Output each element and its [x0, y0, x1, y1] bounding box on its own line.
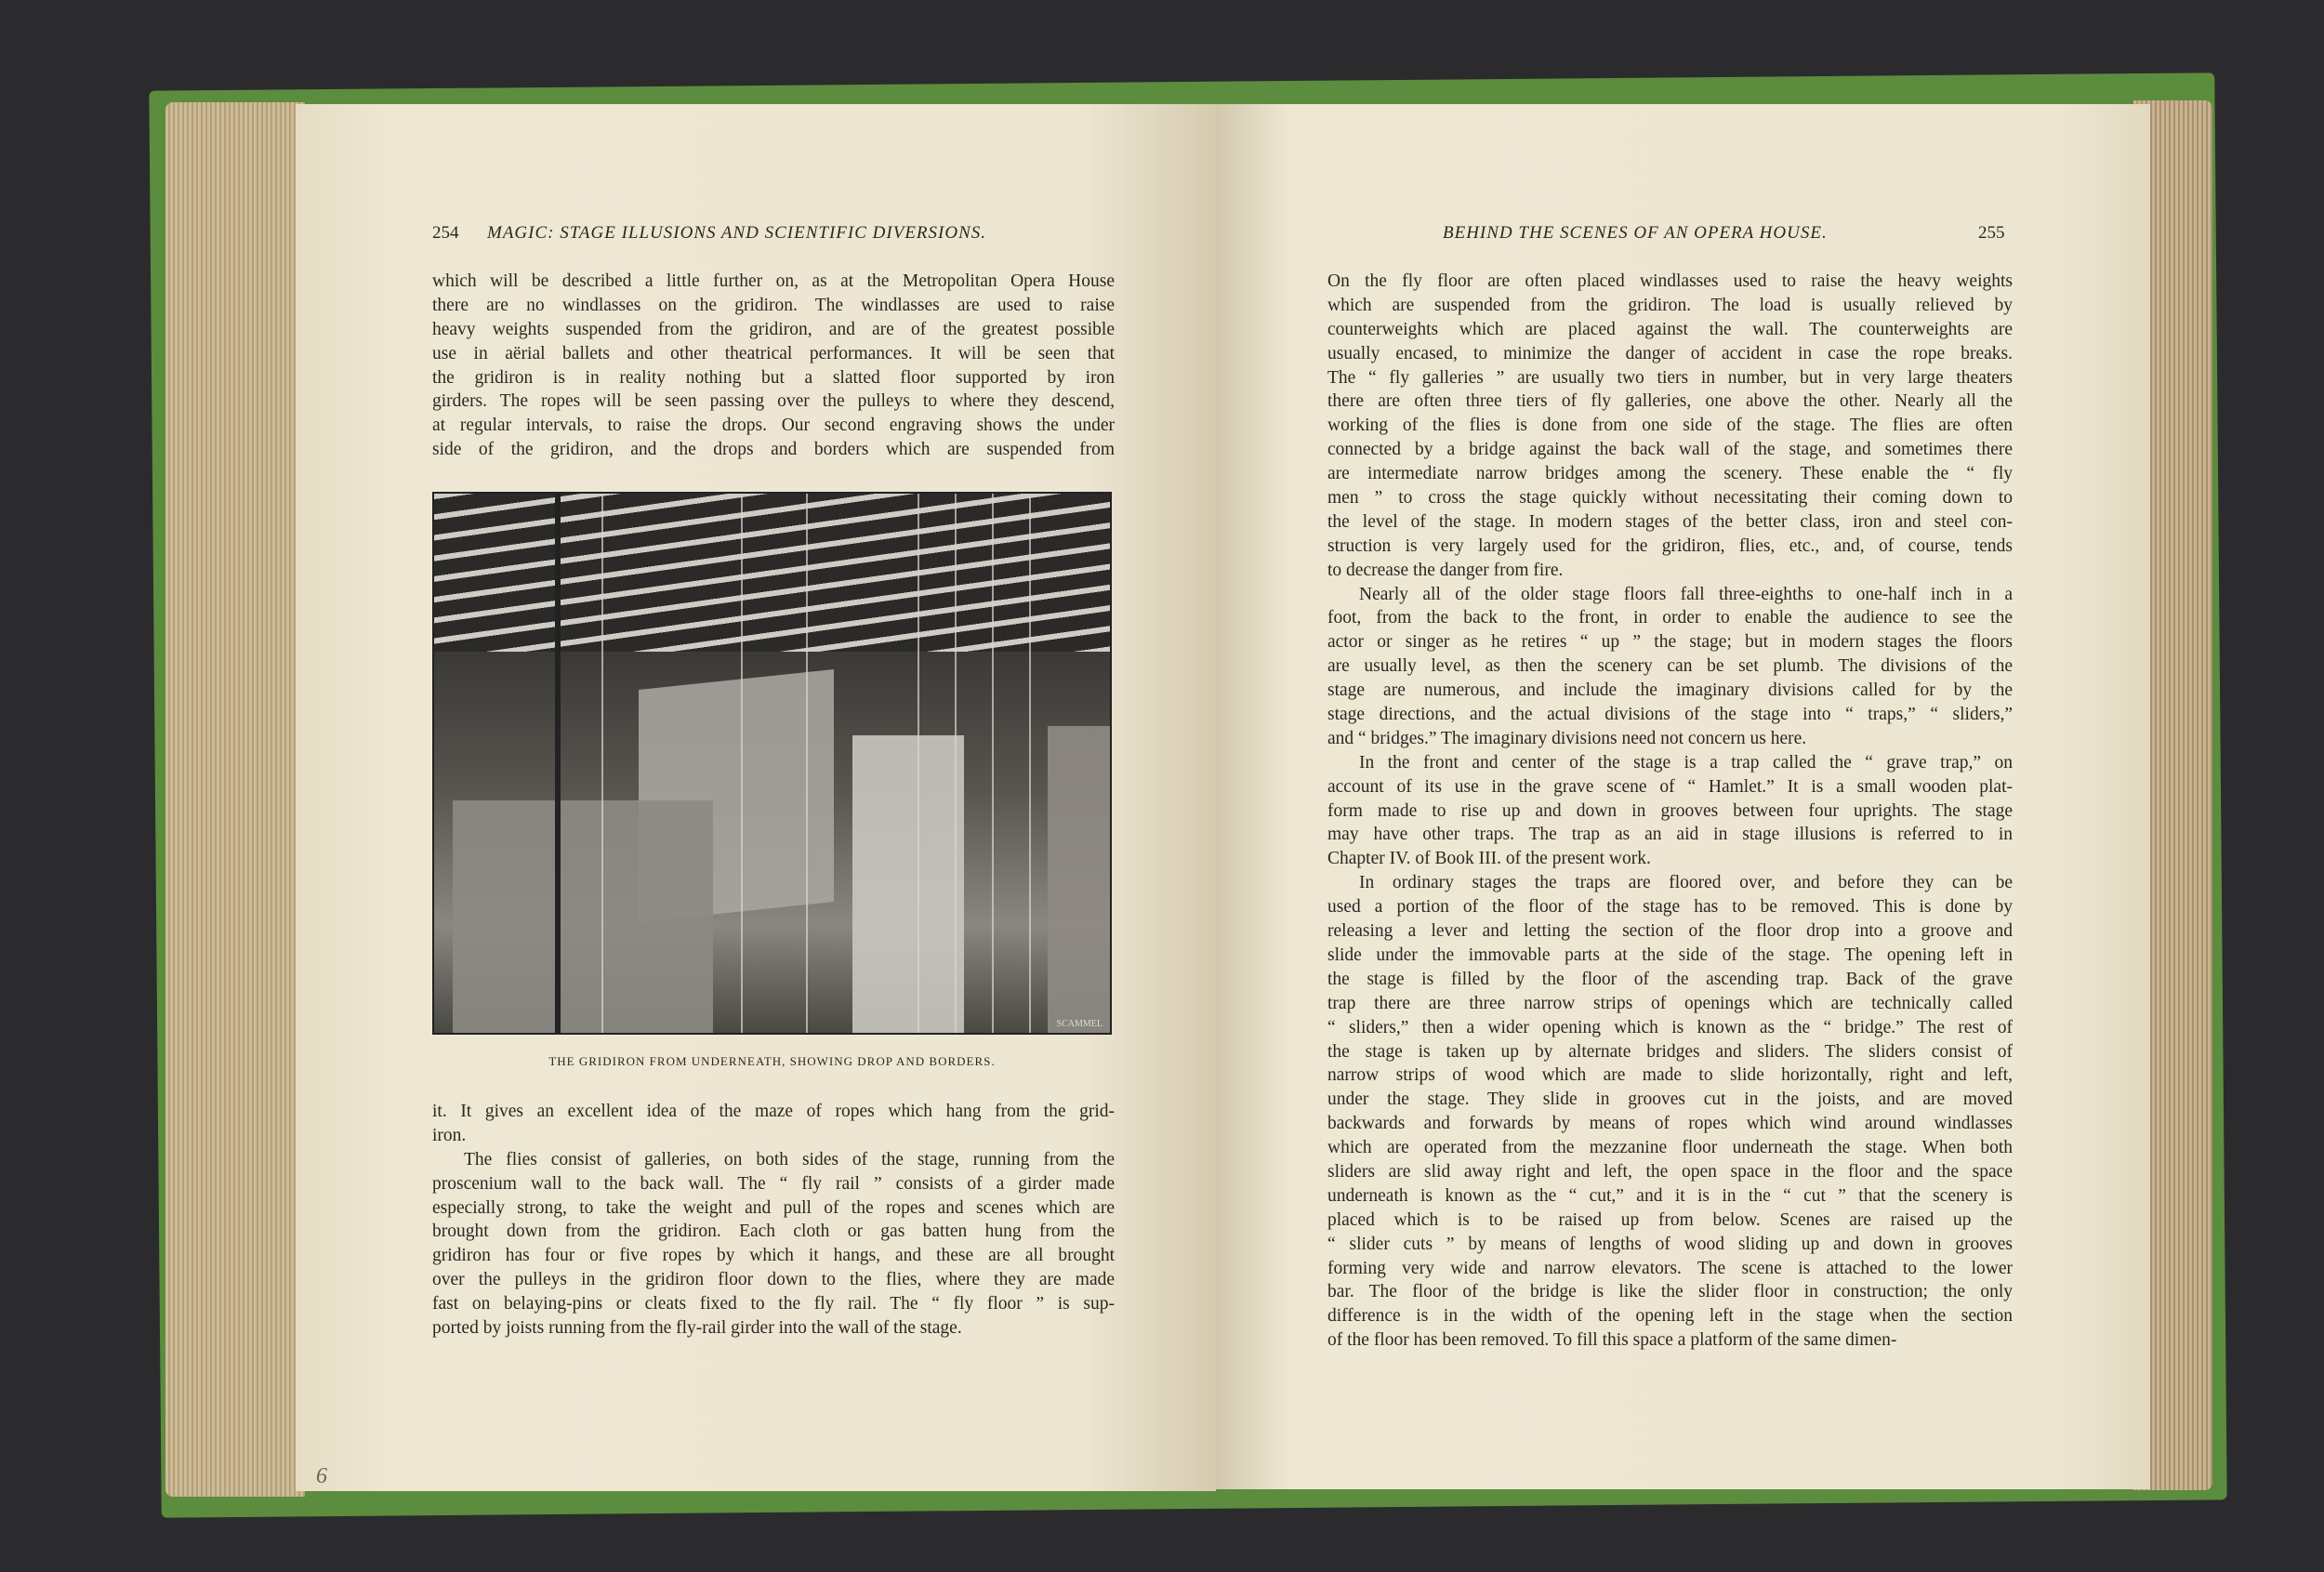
text-line: brought down from the gridiron. Each cloth or gas batten hung from the — [432, 1222, 1115, 1242]
rope — [806, 494, 808, 1033]
text-line: “ slider cuts ” by means of lengths of wood sliding up and down in grooves — [1327, 1234, 2013, 1254]
left-text-bottom — [432, 1100, 1115, 1341]
text-line: backwards and forwards by means of ropes which wind around windlasses — [1327, 1114, 2013, 1134]
text-line: “ sliders,” then a wider opening which is known as the “ bridge.” The rest of — [1327, 1017, 2013, 1037]
left-text-top — [432, 270, 1115, 462]
text-line: Chapter IV. of Book III. of the present work. — [1327, 849, 1651, 869]
rope — [918, 494, 919, 1033]
text-line: actor or singer as he retires “ up ” the stage; but in modern stages the floors — [1327, 632, 2013, 653]
text-line: use in aërial ballets and other theatrical performances. It will be seen that — [432, 343, 1115, 363]
text-line: proscenium wall to the back wall. The “ fly rail ” consists of a girder made — [432, 1173, 1115, 1194]
margin-pencil-mark: 6 — [316, 1464, 327, 1488]
text-line: gridiron has four or five ropes by which it hangs, and these are all brought — [432, 1246, 1115, 1266]
text-line: bar. The floor of the bridge is like the slider floor in construction; the only — [1327, 1282, 2013, 1302]
text-line: under the stage. They slide in grooves cut in the joists, and are moved — [1327, 1090, 2013, 1110]
text-line: fast on belaying-pins or cleats fixed to the fly rail. The “ fly floor ” is sup- — [432, 1294, 1115, 1314]
text-line: form made to rise up and down in grooves between four uprights. The stage — [1327, 800, 2013, 821]
text-line: iron. — [432, 1125, 467, 1145]
text-line: the level of the stage. In modern stages of the better class, iron and steel con- — [1327, 511, 2013, 532]
text-line: which are operated from the mezzanine floor underneath the stage. When both — [1327, 1138, 2013, 1158]
text-line: the stage is filled by the floor of the ascending trap. Back of the grave — [1327, 969, 2013, 989]
text-line: which will be described a little further on, as at the Metropolitan Opera House — [432, 271, 1115, 291]
border-cloth — [453, 800, 713, 1035]
rope — [1029, 494, 1031, 1033]
text-line: stage are numerous, and include the imaginary divisions called for by the — [1327, 680, 2013, 701]
running-head-text: BEHIND THE SCENES OF AN OPERA HOUSE. — [1443, 223, 1828, 243]
right-running-head — [1443, 223, 1828, 244]
text-line: trap there are three narrow strips of openings which are technically called — [1327, 993, 2013, 1013]
text-line: used a portion of the floor of the stage has to be removed. This is done by — [1327, 897, 2013, 918]
text-line: are usually level, as then the scenery can be set plumb. The divisions of the — [1327, 656, 2013, 677]
figure-caption: THE GRIDIRON FROM UNDERNEATH, SHOWING DROP AND BORDERS. — [548, 1054, 996, 1068]
text-line: of the floor has been removed. To fill this space a platform of the same dimen- — [1327, 1330, 1897, 1351]
text-line: the stage is taken up by alternate bridges and sliders. The sliders consist of — [1327, 1041, 2013, 1062]
text-line: sliders are slid away right and left, the open space in the floor and the space — [1327, 1161, 2013, 1182]
text-line: difference is in the width of the opening left in the stage when the section — [1327, 1306, 2013, 1327]
text-line: girders. The ropes will be seen passing over the pulleys to where they descend, — [432, 391, 1115, 412]
text-line: account of its use in the grave scene of “ Hamlet.” It is a small wooden plat- — [1327, 776, 2013, 797]
text-line: at regular intervals, to raise the drops. Our second engraving shows the under — [432, 416, 1115, 436]
text-line: struction is very largely used for the gridiron, flies, etc., and, of course, tends — [1327, 535, 2013, 556]
text-line: slide under the immovable parts at the side of the stage. The opening left in — [1327, 945, 2013, 965]
text-line: In ordinary stages the traps are floored over, and before they can be — [1359, 873, 2013, 893]
text-line: Nearly all of the older stage floors fall three-eighths to one-half inch in a — [1359, 584, 2013, 604]
rope — [955, 494, 957, 1033]
text-line: there are no windlasses on the gridiron. The windlasses are used to raise — [432, 295, 1115, 315]
right-page-number: 255 — [1978, 223, 2005, 243]
text-line: which are suspended from the gridiron. The load is usually relieved by — [1327, 295, 2013, 315]
text-line: underneath is known as the “ cut,” and it is in the “ cut ” that the scenery is — [1327, 1185, 2013, 1206]
text-line: the gridiron is in reality nothing but a slatted floor supported by iron — [432, 367, 1115, 388]
text-line: The “ fly galleries ” are usually two tiers in number, but in very large theaters — [1327, 367, 2013, 388]
side-cloth — [852, 735, 964, 1035]
rope — [741, 494, 743, 1033]
text-line: foot, from the back to the front, in order to enable the audience to see the — [1327, 608, 2013, 628]
text-line: releasing a lever and letting the section of the floor drop into a groove and — [1327, 921, 2013, 942]
text-line: connected by a bridge against the back wall of the stage, and sometimes there — [1327, 440, 2013, 460]
text-line: narrow strips of wood which are made to slide horizontally, right and left, — [1327, 1065, 2013, 1086]
text-line: to decrease the danger from fire. — [1327, 560, 1564, 580]
text-line: The flies consist of galleries, on both sides of the stage, running from the — [464, 1149, 1115, 1169]
text-line: there are often three tiers of fly galleries, one above the other. Nearly all the — [1327, 391, 2013, 412]
text-line: forming very wide and narrow elevators. The scene is attached to the lower — [1327, 1258, 2013, 1278]
text-line: especially strong, to take the weight and pull of the ropes and scenes which are — [432, 1197, 1115, 1218]
text-line: side of the gridiron, and the drops and borders which are suspended from — [432, 440, 1115, 460]
rope — [992, 494, 994, 1033]
text-line: heavy weights suspended from the gridiron, and are of the greatest possible — [432, 319, 1115, 339]
ceiling-slats — [434, 494, 1110, 652]
text-line: are intermediate narrow bridges among the scenery. These enable the “ fly — [1327, 464, 2013, 484]
text-line: and “ bridges.” The imaginary divisions need not concern us here. — [1327, 728, 1807, 748]
rope — [601, 494, 603, 1033]
text-line: In the front and center of the stage is a trap called the “ grave trap,” on — [1359, 752, 2013, 773]
text-line: usually encased, to minimize the danger of accident in case the rope breaks. — [1327, 343, 2013, 363]
text-line: may have other traps. The trap as an aid in stage illusions is referred to in — [1327, 825, 2013, 845]
left-running-head — [487, 223, 986, 244]
page-edges-left — [165, 102, 305, 1497]
text-line: stage directions, and the actual divisions of the stage into “ traps,” “ sliders,” — [1327, 705, 2013, 725]
text-line: over the pulleys in the gridiron floor down to the flies, where they are made — [432, 1270, 1115, 1290]
text-line: placed which is to be raised up from below. Scenes are raised up the — [1327, 1209, 2013, 1230]
text-line: working of the flies is done from one side of the stage. The flies are often — [1327, 416, 2013, 436]
left-page-number: 254 — [432, 223, 459, 243]
gridiron-engraving — [432, 492, 1112, 1035]
running-head-text: MAGIC: STAGE ILLUSIONS AND SCIENTIFIC DIVERSIONS. — [487, 223, 986, 243]
text-line: men ” to cross the stage quickly without necessitating their coming down to — [1327, 488, 2013, 509]
engraver-signature: SCAMMEL — [1056, 1019, 1103, 1029]
text-line: it. It gives an excellent idea of the maze of ropes which hang from the grid- — [432, 1102, 1115, 1121]
text-line: On the fly floor are often placed windlasses used to raise the heavy weights — [1327, 271, 2013, 291]
text-line: counterweights which are placed against the wall. The counterweights are — [1327, 319, 2013, 339]
right-text — [1327, 270, 2013, 1353]
rope — [555, 494, 561, 1033]
right-cloth — [1048, 726, 1112, 1035]
text-line: ported by joists running from the fly-rail girder into the wall of the stage. — [432, 1318, 962, 1339]
